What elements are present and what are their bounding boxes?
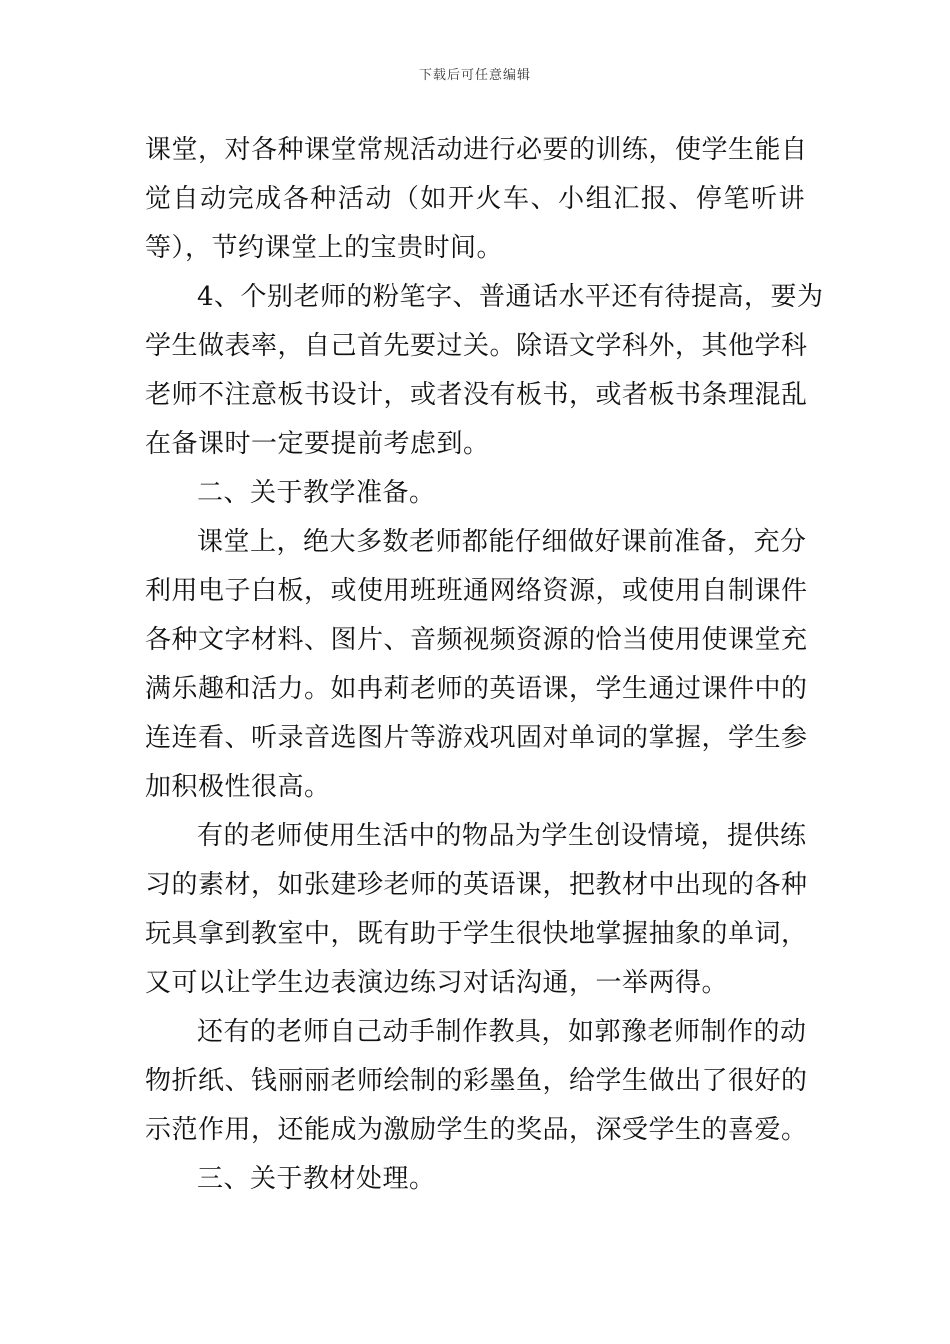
- text-line: 有的老师使用生活中的物品为学生创设情境，提供练: [197, 821, 807, 851]
- text-line: 等），节约课堂上的宝贵时间。: [145, 233, 504, 263]
- paragraph-continuation: [145, 126, 808, 273]
- section-heading-textbook-handling: [145, 1155, 805, 1204]
- text-line: 加积极性很高。: [145, 772, 331, 802]
- text-line: 4、个别老师的粉笔字、普通话水平还有待提高，要为: [197, 282, 824, 312]
- text-line: 利用电子白板，或使用班班通网络资源，或使用自制课件: [145, 576, 808, 606]
- text-line: 课堂，对各种课堂常规活动进行必要的训练，使学生能自: [145, 135, 808, 165]
- text-line: 连连看、听录音选图片等游戏巩固对单词的掌握，学生参: [145, 723, 808, 753]
- paragraph-life-items: [145, 812, 808, 1008]
- section-heading: 二、关于教学准备。: [197, 478, 436, 508]
- paragraph-preparation: [145, 518, 808, 812]
- text-line: 物折纸、钱丽丽老师绘制的彩墨鱼，给学生做出了很好的: [145, 1066, 808, 1096]
- text-line: 觉自动完成各种活动（如开火车、小组汇报、停笔听讲: [145, 184, 805, 214]
- text-line: 还有的老师自己动手制作教具，如郭豫老师制作的动: [197, 1017, 807, 1047]
- text-line: 学生做表率，自己首先要过关。除语文学科外，其他学科: [145, 331, 808, 361]
- section-heading-teaching-preparation: [145, 469, 805, 518]
- text-line: 玩具拿到教室中，既有助于学生很快地掌握抽象的单词，: [145, 919, 808, 949]
- text-line: 在备课时一定要提前考虑到。: [145, 429, 490, 459]
- text-line: 老师不注意板书设计，或者没有板书，或者板书条理混乱: [145, 380, 808, 410]
- page-header: 下载后可任意编辑: [418, 68, 531, 83]
- paragraph-item-4: [145, 273, 824, 469]
- text-line: 又可以让学生边表演边练习对话沟通，一举两得。: [145, 968, 729, 998]
- text-line: 示范作用，还能成为激励学生的奖品，深受学生的喜爱。: [145, 1115, 808, 1145]
- text-line: 各种文字材料、图片、音频视频资源的恰当使用使课堂充: [145, 625, 808, 655]
- text-line: 课堂上，绝大多数老师都能仔细做好课前准备，充分: [197, 527, 807, 557]
- text-line: 习的素材，如张建珍老师的英语课，把教材中出现的各种: [145, 870, 808, 900]
- document-body: [145, 126, 824, 1204]
- paragraph-teaching-aids: [145, 1008, 808, 1155]
- text-line: 满乐趣和活力。如冉莉老师的英语课，学生通过课件中的: [145, 674, 808, 704]
- section-heading: 三、关于教材处理。: [197, 1164, 436, 1194]
